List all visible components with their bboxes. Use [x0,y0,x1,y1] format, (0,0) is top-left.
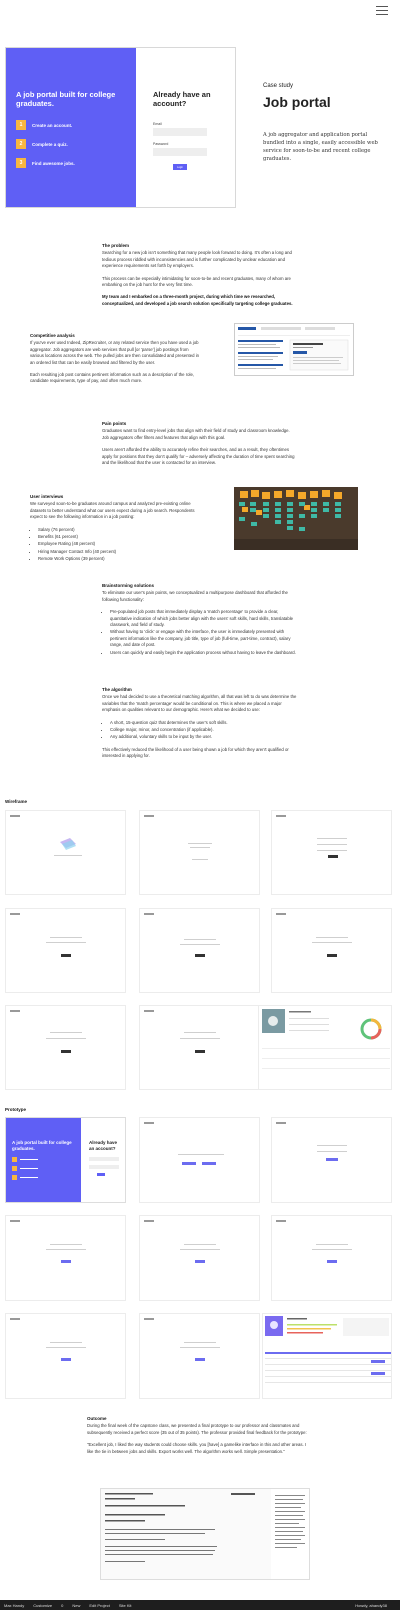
admin-toolbar [0,1600,400,1610]
login-title: Already have an account? [153,90,211,108]
paragraph: Each resulting job post contains pertinent information such as a description of the role, candidate requirements, type of pay, and often much more. [30,372,195,384]
prototype-thumb [139,1117,260,1203]
dashboard-wireframe-thumb [258,1005,392,1090]
wireframe-thumb [139,1005,260,1090]
problem-section [102,243,296,313]
login-button[interactable]: Login [173,164,187,170]
list-item: • Pre-populated job posts that immediately display a 'match percentage' to provide a clear, quantitative indication of which jobs better align with the users' soft skills, hard skills, translatable classwork, and field of study. [110,609,298,628]
prototype-thumb [139,1215,260,1301]
paragraph: If you've ever used Indeed, ZipRecruiter, or any related service then you have used a job aggregator. Job aggregators are web services that pull [or 'parse'] job postings from various locations across the web. The pulled jobs are then consolidated and presented in an ordered list that can be easily browsed and filtered by the user. [30,340,200,365]
paragraph: Users aren't afforded the ability to accurately refine their searches, and as a result, they oftentimes apply for positions that they don't qualify for – adversely affecting the duration of time spent searching and the likelihood that the user is contacted for an interview. [102,447,295,466]
wireframe-thumb [5,1005,126,1090]
paragraph: Searching for a new job isn't something that many people look forward to doing. It's often a long and tedious process riddled with inconsistencies and is further complicated by unclear education and experience requirements set forth by employers. [102,250,292,269]
list-item: • Remote Work Options (39 percent) [38,556,198,562]
list-item: • Employee Rating (48 percent) [38,541,198,547]
outcome-section [87,1416,313,1461]
prototype-heading: Prototype [5,1107,27,1112]
section-heading: User interviews [30,494,64,499]
hero-step [16,139,126,149]
list-item: • Benefits (61 percent) [38,534,198,540]
pain-points-section [102,421,296,472]
section-heading: Competitive analysis [30,333,75,338]
feedback-screenshot [100,1488,310,1580]
hero-mockup [5,47,236,208]
paragraph: To eliminate our user's pain points, we conceptualized a multipurpose dashboard that afforded the following functionality: [102,590,288,602]
step-number: 2 [16,139,26,149]
prototype-dashboard-thumb [262,1313,392,1399]
toolbar-item[interactable]: Max Handy [4,1602,25,1608]
step-text: Create an account. [32,122,73,128]
toolbar-item[interactable]: Site Kit [118,1602,132,1608]
email-label: Email [153,122,162,126]
thumb-login-title: Already have an account? [89,1140,118,1151]
paragraph: Graduates want to find entry-level jobs that align with their field of study and classroom knowledge. Job aggregators offer filters and features that align with this goal. [102,428,290,440]
section-heading: The algorithm [102,687,132,692]
list-item: • Hiring Manager Contact Info (40 percent) [38,549,198,555]
thumb-title: A job portal built for college graduates. [12,1140,72,1151]
step-number: 3 [16,158,26,168]
toolbar-item[interactable]: Edit Project [89,1602,110,1608]
prototype-login-thumb [5,1117,126,1203]
prototype-thumb [5,1313,126,1399]
paragraph: This process can be especially intimidating for soon-to-be and recent graduates, many of whom are embarking on the job hunt for the very first time. [102,275,291,288]
survey-list [30,527,198,563]
paragraph: This effectively reduced the likelihood of a user being shown a job for which they aren't qualified or interested in applying for. [102,746,289,759]
paragraph: Once we had decided to use a theoretical matching algorithm, all that was left to do was determine the variables that the 'match percentage' would be conditional on. This is where we placed a major emphasis on qualities relevant to our demographic. Here's what we decided to use: [102,694,297,713]
competitive-section [30,333,200,391]
prototype-thumb [139,1313,260,1399]
hero-login-panel [136,48,235,207]
prototype-thumb [271,1215,392,1301]
step-text: Find awesome jobs. [32,160,75,166]
quote: "Excellent job, I liked the way students could choose skills. you [have] a gamelike interface in this and other areas. I like the tie in between jobs and skills. Export works well. The algorithm works well. Simple presentation." [87,1442,307,1454]
competitor-screenshot [234,323,354,376]
project-description: A job aggregator and application portal bundled into a single, easily accessible web service for soon-to-be and recent college graduates. [263,132,378,162]
hero-left-title: A job portal built for college graduates. [16,90,116,108]
password-field[interactable] [153,148,207,156]
wireframe-thumb [139,908,260,993]
case-study-kicker: Case study [263,83,294,89]
toolbar-item[interactable]: Customize [33,1602,53,1608]
prototype-thumb [271,1117,392,1203]
section-heading: Brainstorming solutions [102,583,155,588]
user-interviews-section [30,494,198,569]
step-text: Complete a quiz. [32,141,68,147]
list-item: • A short, 15-question quiz that determines the user's soft skills. [110,720,298,726]
algorithm-list [102,720,298,741]
solutions-list [102,609,298,656]
wireframe-thumb [271,810,392,895]
sticky-notes-photo [234,487,358,550]
wireframe-heading: Wireframe [5,799,27,804]
section-heading: Outcome [87,1416,107,1421]
section-heading: Pain points [102,421,127,426]
list-item: • Salary (76 percent) [38,527,198,533]
prototype-thumb [5,1215,126,1301]
hero-left-panel [6,48,136,207]
paragraph: My team and I embarked on a three-month project, during which time we researched, conceptualized, and developed a job search solution specifically targeting college graduates. [102,294,293,306]
wireframe-thumb [271,908,392,993]
wireframe-thumb [5,810,126,895]
page-title: Job portal [263,94,331,110]
list-item: • Any additional, voluntary skills to be input by the user. [110,734,298,740]
email-field[interactable] [153,128,207,136]
wireframe-thumb [5,908,126,993]
hero-step [16,120,126,130]
list-item: • Users can quickly and easily begin the application process without having to leave the dashboard. [110,650,298,656]
list-item: • Without having to 'click' or engage with the interface, the user is immediately presented with pertinent information like the company, job title, type of job (full-time, part-time, contract), salary range, and date of post. [110,629,298,648]
hamburger-menu-icon[interactable] [376,6,388,16]
hero-step [16,158,126,168]
section-heading: The problem [102,243,130,248]
list-item: • College major, minor, and concentration (if applicable). [110,727,298,733]
toolbar-user[interactable]: Howdy, ahandy38 [355,1602,387,1608]
step-number: 1 [16,120,26,130]
paragraph: We surveyed soon-to-be graduates around campus and analyzed pre-existing online datasets to better understand what our users expect during a job search. Respondents expect to see the following information in a job posting: [30,501,195,520]
brainstorming-section [102,583,298,662]
paragraph: During the final week of the capstone class, we presented a final prototype to our professor and classmates and subsequently received a perfect score (35 out of 35 points). The professor provided final feedback for the prototype: [87,1423,307,1435]
password-label: Password [153,142,169,146]
toolbar-item[interactable]: 0 [61,1602,64,1608]
algorithm-section [102,687,298,766]
wireframe-thumb [139,810,260,895]
toolbar-item[interactable]: New [72,1602,81,1608]
